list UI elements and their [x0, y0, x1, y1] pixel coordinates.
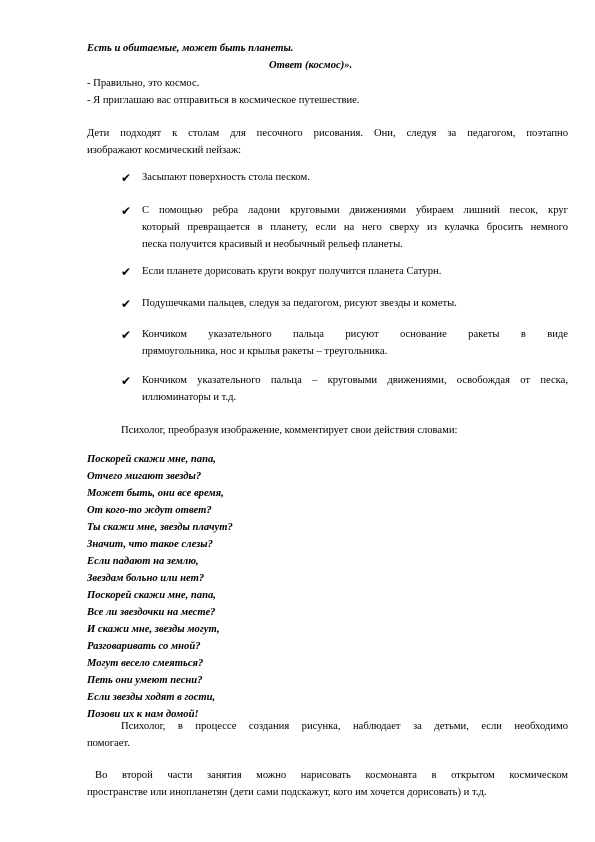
- dialog-line-2: - Я приглашаю вас отправиться в космическое путешествие.: [87, 95, 360, 106]
- paragraph-3-line-2: пространстве или инопланетян (дети сами подскажут, кого им хочется дорисовать) и т.д.: [87, 787, 487, 798]
- poem-line: Если падают на землю,: [87, 556, 199, 567]
- poem-line: Если звезды ходят в гости,: [87, 692, 216, 703]
- riddle-end-line: Есть и обитаемые, может быть планеты.: [87, 43, 294, 54]
- paragraph-2-line-2: помогает.: [87, 738, 130, 749]
- checkmark-icon: ✔: [121, 265, 132, 279]
- poem-line: Могут весело смеяться?: [87, 658, 204, 669]
- bullet-2-line-3: песка получится красивый и необычный рельеф планеты.: [142, 239, 403, 250]
- poem-line: Поскорей скажи мне, папа,: [87, 590, 216, 601]
- bullet-5-line-2: прямоугольника, нос и крылья ракеты – треугольника.: [142, 346, 388, 357]
- paragraph-2-line-1: Психолог, в процессе создания рисунка, наблюдает за детьми, если необходимо: [121, 721, 568, 732]
- poem-line: От кого-то ждут ответ?: [87, 505, 212, 516]
- poem-line: Отчего мигают звезды?: [87, 471, 202, 482]
- bullet-2-line-1: С помощью ребра ладони круговыми движениями убираем лишний песок, круг: [142, 205, 568, 216]
- bullet-3-line-1: Если планете дорисовать круги вокруг получится планета Сатурн.: [142, 266, 442, 277]
- bullet-6-line-1: Кончиком указательного пальца – круговыми движениями, освобождая от песка,: [142, 375, 568, 386]
- poem-line: Все ли звездочки на месте?: [87, 607, 216, 618]
- checkmark-icon: ✔: [121, 374, 132, 388]
- bullet-5-line-1: Кончиком указательного пальца рисуют основание ракеты в виде: [142, 329, 568, 340]
- checkmark-icon: ✔: [121, 171, 132, 185]
- riddle-answer: Ответ (космос)».: [269, 60, 353, 71]
- poem-line: И скажи мне, звезды могут,: [87, 624, 220, 635]
- paragraph-1-line-2: изображают космический пейзаж:: [87, 145, 242, 156]
- poem-line: Значит, что такое слезы?: [87, 539, 213, 550]
- checkmark-icon: ✔: [121, 328, 132, 342]
- paragraph-3-line-1: Во второй части занятия можно нарисовать космонавта в открытом космическом: [95, 770, 568, 781]
- paragraph-1-line-1: Дети подходят к столам для песочного рисования. Они, следуя за педагогом, поэтапно: [87, 128, 568, 139]
- poem-line: Разговаривать со мной?: [87, 641, 201, 652]
- poem-line: Позови их к нам домой!: [87, 709, 199, 720]
- checkmark-icon: ✔: [121, 297, 132, 311]
- psychologist-intro: Психолог, преобразуя изображение, комментирует свои действия словами:: [121, 425, 458, 436]
- bullet-6-line-2: иллюминаторы и т.д.: [142, 392, 237, 403]
- bullet-1-line-1: Засыпают поверхность стола песком.: [142, 172, 310, 183]
- dialog-line-1: - Правильно, это космос.: [87, 78, 200, 89]
- bullet-2-line-2: который превращается в планету, если на него сверху из кулачка бросить немного: [142, 222, 568, 233]
- bullet-4-line-1: Подушечками пальцев, следуя за педагогом, рисуют звезды и кометы.: [142, 298, 457, 309]
- poem-line: Поскорей скажи мне, папа,: [87, 454, 216, 465]
- poem-line: Звездам больно или нет?: [87, 573, 205, 584]
- checkmark-icon: ✔: [121, 204, 132, 218]
- poem-line: Петь они умеют песни?: [87, 675, 203, 686]
- poem-line: Ты скажи мне, звезды плачут?: [87, 522, 233, 533]
- poem-line: Может быть, они все время,: [87, 488, 224, 499]
